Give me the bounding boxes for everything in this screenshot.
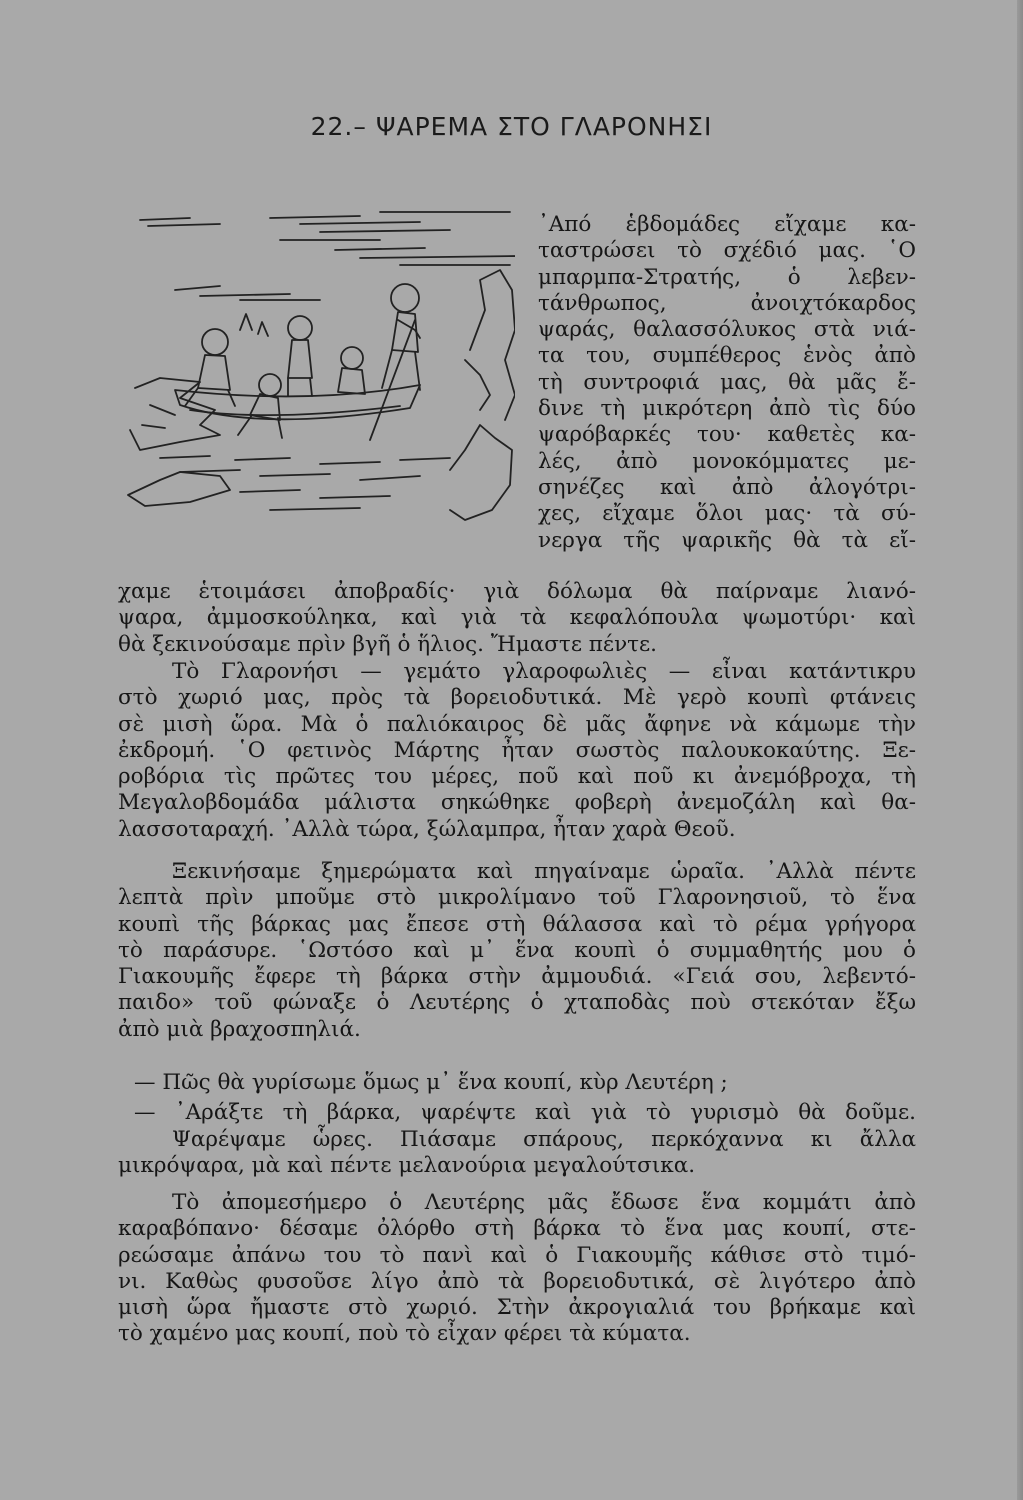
paragraph-line: μικρόψαρα, μὰ καὶ πέντε μελανούρια μεγαλούτσικα. (118, 1153, 696, 1179)
page-edge (1017, 0, 1023, 1500)
paragraph-line: Τὸ ἀπομεσήμερο ὁ Λευτέρης μᾶς ἔδωσε ἕνα κομμάτι ἀπὸ (172, 1190, 916, 1215)
paragraph-line: νι. Καθὼς φυσοῦσε λίγο ἀπὸ τὰ βορειοδυτικά, σὲ λιγότερο ἀπὸ (118, 1268, 916, 1294)
column-line: ᾿Από ἑβδομάδες εἴχαμε κα- (538, 212, 916, 237)
paragraph-1 (118, 579, 916, 658)
column-line: δινε τὴ μικρότερη ἀπὸ τὶς δύο (538, 396, 916, 422)
column-text-block (538, 212, 916, 554)
paragraph-line: ἐκδρομή. ῾Ο φετινὸς Μάρτης ἦταν σωστὸς παλουκοκαύτης. Ξε- (118, 737, 916, 763)
paragraph-5 (118, 1190, 916, 1348)
column-line: ταστρώσει τὸ σχέδιό μας. ῾Ο (538, 238, 916, 264)
column-line: λές, ἀπὸ μονοκόμματες με- (538, 448, 916, 474)
paragraph-line: Ψαρέψαμε ὧρες. Πιάσαμε σπάρους, περκόχαννα κι ἄλλα (172, 1127, 916, 1152)
paragraph-line: Γιακουμῆς ἔφερε τὴ βάρκα στὴν ἀμμουδιά. «Γειά σου, λεβεντό- (118, 964, 916, 990)
paragraph-line: ροβόρια τὶς πρῶτες του μέρες, ποῦ καὶ ποῦ κι ἀνεμόβροχα, τὴ (118, 764, 916, 790)
column-line: τάνθρωπος, ἀνοιχτόκαρδος (538, 290, 916, 316)
paragraph-line: λασσοταραχή. ᾿Αλλὰ τώρα, ξώλαμπρα, ἦταν χαρὰ Θεοῦ. (118, 816, 736, 842)
paragraph-line: ἀπὸ μιὰ βραχοσπηλιά. (118, 1016, 361, 1042)
paragraph-line: σὲ μισὴ ὥρα. Μὰ ὁ παλιόκαιρος δὲ μᾶς ἄφηνε νὰ κάμωμε τὴν (118, 711, 916, 737)
paragraph-line: λεπτὰ πρὶν μποῦμε στὸ μικρολίμανο τοῦ Γλαρονησιοῦ, τὸ ἕνα (118, 885, 916, 911)
dialogue-line: — Πῶς θὰ γυρίσωμε ὅμως μ᾿ ἕνα κουπί, κὺρ Λευτέρη ; (134, 1070, 728, 1095)
paragraph-line: ψαρα, ἀμμοσκούληκα, καὶ γιὰ τὰ κεφαλόπουλα ψωμοτύρι· καὶ (118, 605, 916, 631)
paragraph-line: τὸ χαμένο μας κουπί, ποὺ τὸ εἶχαν φέρει τὰ κύματα. (118, 1321, 691, 1347)
column-line: τα του, συμπέθερος ἑνὸς ἀπὸ (538, 343, 916, 369)
column-line: χες, εἴχαμε ὅλοι μας· τὰ σύ- (538, 501, 916, 527)
dialogue (118, 1070, 916, 1127)
paragraph-line: θὰ ξεκινούσαμε πρὶν βγῆ ὁ ἥλιος. Ἤμαστε πέντε. (118, 631, 658, 657)
page-title: 22.– ΨΑΡΕΜΑ ΣΤΟ ΓΛΑΡΟΝΗΣΙ (310, 112, 713, 141)
paragraph-line: στὸ χωριό μας, πρὸς τὰ βορειοδυτικά. Μὲ γερὸ κουπὶ φτάνεις (118, 685, 916, 711)
paragraph-3 (118, 859, 916, 1043)
column-line: σηνέζες καὶ ἀπὸ ἀλογότρι- (538, 474, 916, 500)
paragraph-2 (118, 659, 916, 843)
dialogue-line: — ᾿Αράξτε τὴ βάρκα, ψαρέψτε καὶ γιὰ τὸ γυρισμὸ θὰ δοῦμε. (134, 1100, 916, 1126)
paragraph-line: Μεγαλοβδομάδα μάλιστα σηκώθηκε φοβερὴ ἀνεμοζάλη καὶ θα- (118, 790, 916, 816)
column-line: ψαρόβαρκές του· καθετὲς κα- (538, 422, 916, 448)
column-line: νεργα τῆς ψαρικῆς θὰ τὰ εἴ- (538, 527, 916, 553)
column-line: τὴ συντροφιά μας, θὰ μᾶς ἔ- (538, 369, 916, 395)
column-line: ψαράς, θαλασσόλυκος στὰ νιά- (538, 317, 916, 343)
paragraph-4 (118, 1127, 916, 1180)
paragraph-line: κουπὶ τῆς βάρκας μας ἔπεσε στὴ θάλασσα καὶ τὸ ρέμα γρήγορα (118, 911, 916, 937)
paragraph-line: Τὸ Γλαρονήσι — γεμάτο γλαροφωλιὲς — εἶναι κατάντικρυ (172, 659, 916, 684)
paragraph-line: μισὴ ὥρα ἤμαστε στὸ χωριό. Στὴν ἀκρογιαλιά του βρήκαμε καὶ (118, 1295, 916, 1321)
paragraph-line: καραβόπανο· δέσαμε ὀλόρθο στὴ βάρκα τὸ ἕνα μας κουπί, στε- (118, 1216, 916, 1242)
paragraph-line: ρεώσαμε ἀπάνω του τὸ πανὶ καὶ ὁ Γιακουμῆς κάθισε στὸ τιμό- (118, 1242, 916, 1268)
column-line: μπαρμπα-Στρατής, ὁ λεβεν- (538, 264, 916, 290)
boat-illustration (120, 210, 515, 530)
paragraph-line: παιδο» τοῦ φώναξε ὁ Λευτέρης ὁ χταποδὰς ποὺ στεκόταν ἔξω (118, 990, 916, 1016)
paragraph-line: τὸ παράσυρε. ῾Ωστόσο καὶ μ᾿ ἕνα κουπὶ ὁ συμμαθητής μου ὁ (118, 937, 916, 963)
paragraph-line: χαμε ἑτοιμάσει ἀποβραδίς· γιὰ δόλωμα θὰ παίρναμε λιανό- (118, 579, 916, 604)
paragraph-line: Ξεκινήσαμε ξημερώματα καὶ πηγαίναμε ὡραῖα. ᾿Αλλὰ πέντε (172, 859, 916, 884)
